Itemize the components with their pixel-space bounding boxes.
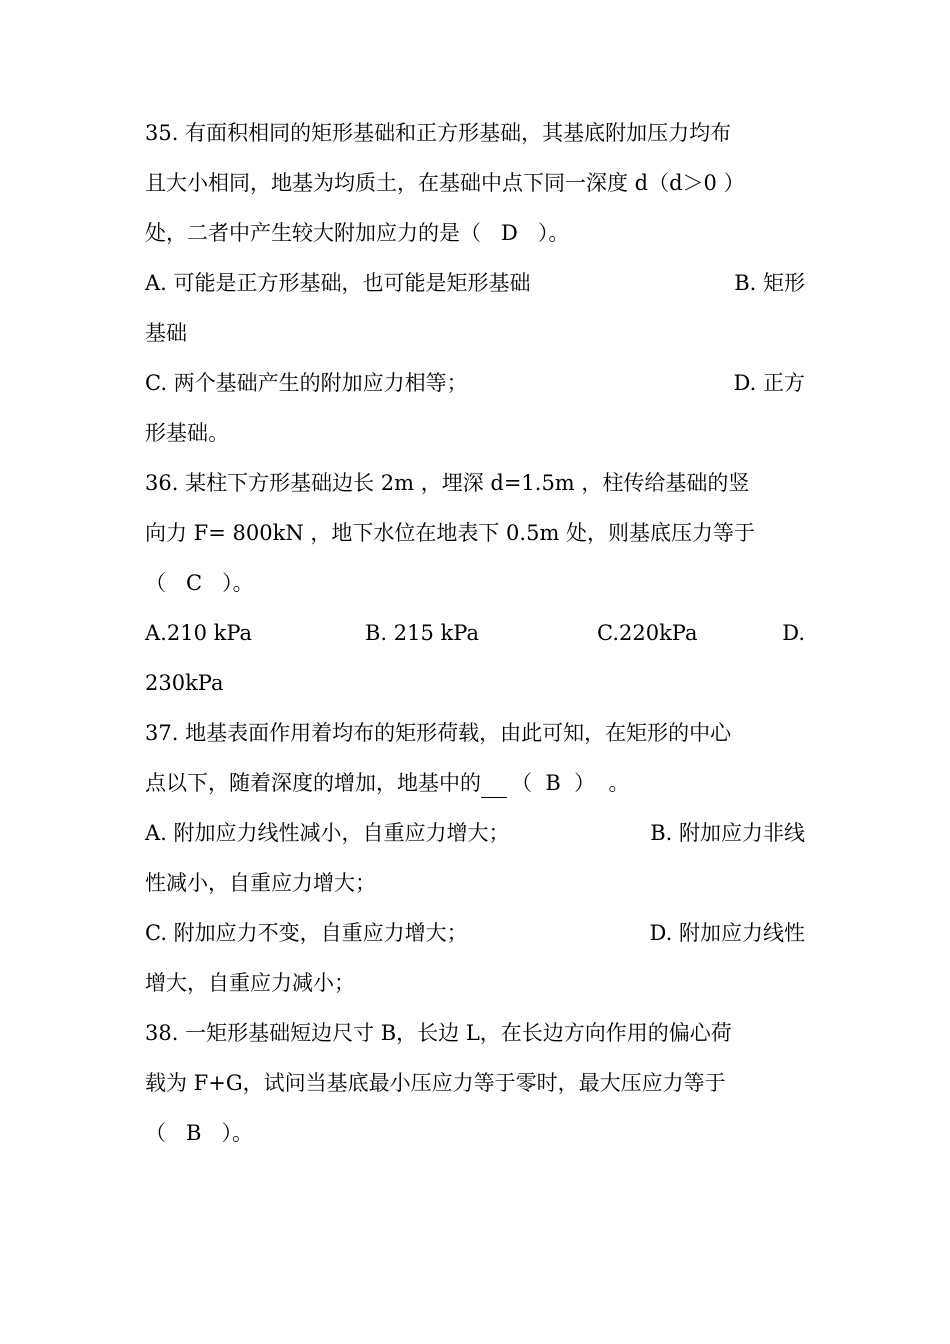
q35-option-d: D. 正方 bbox=[733, 371, 805, 395]
q36-stem-line-3: （ C ）。 bbox=[145, 571, 254, 595]
q37-option-b: B. 附加应力非线 bbox=[650, 821, 805, 845]
q38-stem-line-2: 载为 F+G，试问当基底最小压应力等于零时，最大压应力等于 bbox=[145, 1071, 726, 1095]
q36-option-a: A.210 kPa bbox=[145, 621, 253, 645]
q35-stem-line-2: 且大小相同，地基为均质土，在基础中点下同一深度 d（d＞0 ） bbox=[145, 171, 745, 195]
q35-option-a: A. 可能是正方形基础，也可能是矩形基础 bbox=[145, 271, 531, 295]
q35-stem-line-3: 处，二者中产生较大附加应力的是（ D ）。 bbox=[145, 221, 570, 245]
q36-option-d: D. bbox=[782, 621, 805, 645]
q38-stem-line-3: （ B ）。 bbox=[145, 1121, 253, 1145]
q36-stem-line-2: 向力 F= 800kN ，地下水位在地表下 0.5m 处，则基底压力等于 bbox=[145, 521, 756, 545]
q36-option-b: B. 215 kPa bbox=[365, 621, 479, 645]
q37-answer-text: （ B ） 。 bbox=[511, 771, 630, 795]
q37-option-b-continued: 性减小，自重应力增大； bbox=[145, 871, 376, 895]
q35-option-b: B. 矩形 bbox=[734, 271, 805, 295]
q35-stem-line-1: 35. 有面积相同的矩形基础和正方形基础，其基底附加压力均布 bbox=[145, 121, 732, 145]
q37-option-c: C. 附加应力不变，自重应力增大； bbox=[145, 921, 468, 945]
q37-option-a: A. 附加应力线性减小，自重应力增大； bbox=[145, 821, 510, 845]
q36-options-row bbox=[145, 618, 805, 648]
q37-stem-line-2 bbox=[145, 768, 805, 798]
q37-stem-line-1: 37. 地基表面作用着均布的矩形荷载，由此可知，在矩形的中心 bbox=[145, 721, 732, 745]
q36-option-d-continued: 230kPa bbox=[145, 671, 224, 695]
q35-option-b-continued: 基础 bbox=[145, 321, 187, 345]
q37-options-row-1 bbox=[145, 818, 805, 848]
q35-options-row-1 bbox=[145, 268, 805, 298]
q36-stem-line-1: 36. 某柱下方形基础边长 2m ，埋深 d=1.5m ，柱传给基础的竖 bbox=[145, 471, 750, 495]
q38-stem-line-1: 38. 一矩形基础短边尺寸 B，长边 L，在长边方向作用的偏心荷 bbox=[145, 1021, 732, 1045]
q37-option-d-continued: 增大，自重应力减小； bbox=[145, 971, 355, 995]
q35-options-row-2 bbox=[145, 368, 805, 398]
q37-stem-line-2-text: 点以下，随着深度的增加，地基中的 bbox=[145, 771, 481, 795]
q35-option-d-continued: 形基础。 bbox=[145, 421, 229, 445]
q37-option-d: D. 附加应力线性 bbox=[649, 921, 805, 945]
q37-answer-blank bbox=[481, 775, 507, 798]
q37-options-row-2 bbox=[145, 918, 805, 948]
q35-option-c: C. 两个基础产生的附加应力相等； bbox=[145, 371, 468, 395]
q36-option-c: C.220kPa bbox=[597, 621, 698, 645]
